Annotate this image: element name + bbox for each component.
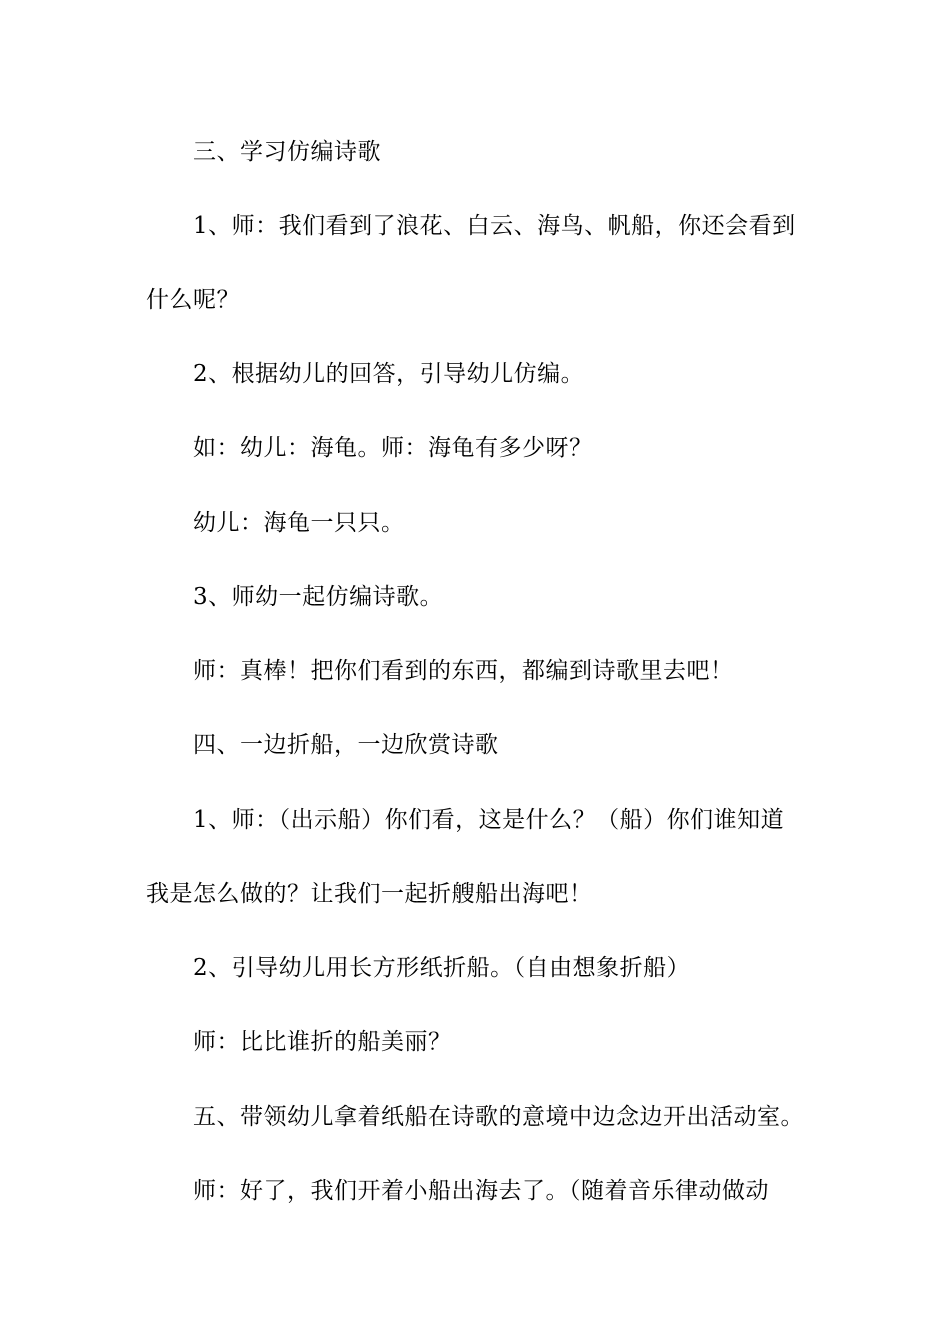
paragraph-line: 2、引导幼儿用长方形纸折船。（自由想象折船）	[193, 955, 691, 981]
paragraph-line: 1、师：我们看到了浪花、白云、海鸟、帆船，你还会看到	[193, 213, 796, 239]
paragraph-line: 什么呢？	[146, 287, 240, 313]
paragraph-line: 如：幼儿：海龟。师：海龟有多少呀？	[193, 435, 593, 461]
section-heading-3: 三、学习仿编诗歌	[193, 139, 381, 165]
paragraph-line: 师：好了，我们开着小船出海去了。（随着音乐律动做动	[193, 1178, 769, 1204]
section-heading-5: 五、带领幼儿拿着纸船在诗歌的意境中边念边开出活动室。	[193, 1104, 804, 1130]
paragraph-line: 3、师幼一起仿编诗歌。	[193, 584, 444, 610]
section-heading-4: 四、一边折船，一边欣赏诗歌	[193, 732, 499, 758]
paragraph-line: 师：比比谁折的船美丽？	[193, 1029, 452, 1055]
paragraph-line: 1、师：（出示船）你们看，这是什么？（船）你们谁知道	[193, 807, 785, 833]
paragraph-line: 我是怎么做的？让我们一起折艘船出海吧！	[146, 881, 593, 907]
paragraph-line: 2、根据幼儿的回答，引导幼儿仿编。	[193, 361, 585, 387]
paragraph-line: 师：真棒！把你们看到的东西，都编到诗歌里去吧！	[193, 658, 734, 684]
paragraph-line: 幼儿：海龟一只只。	[193, 510, 405, 536]
